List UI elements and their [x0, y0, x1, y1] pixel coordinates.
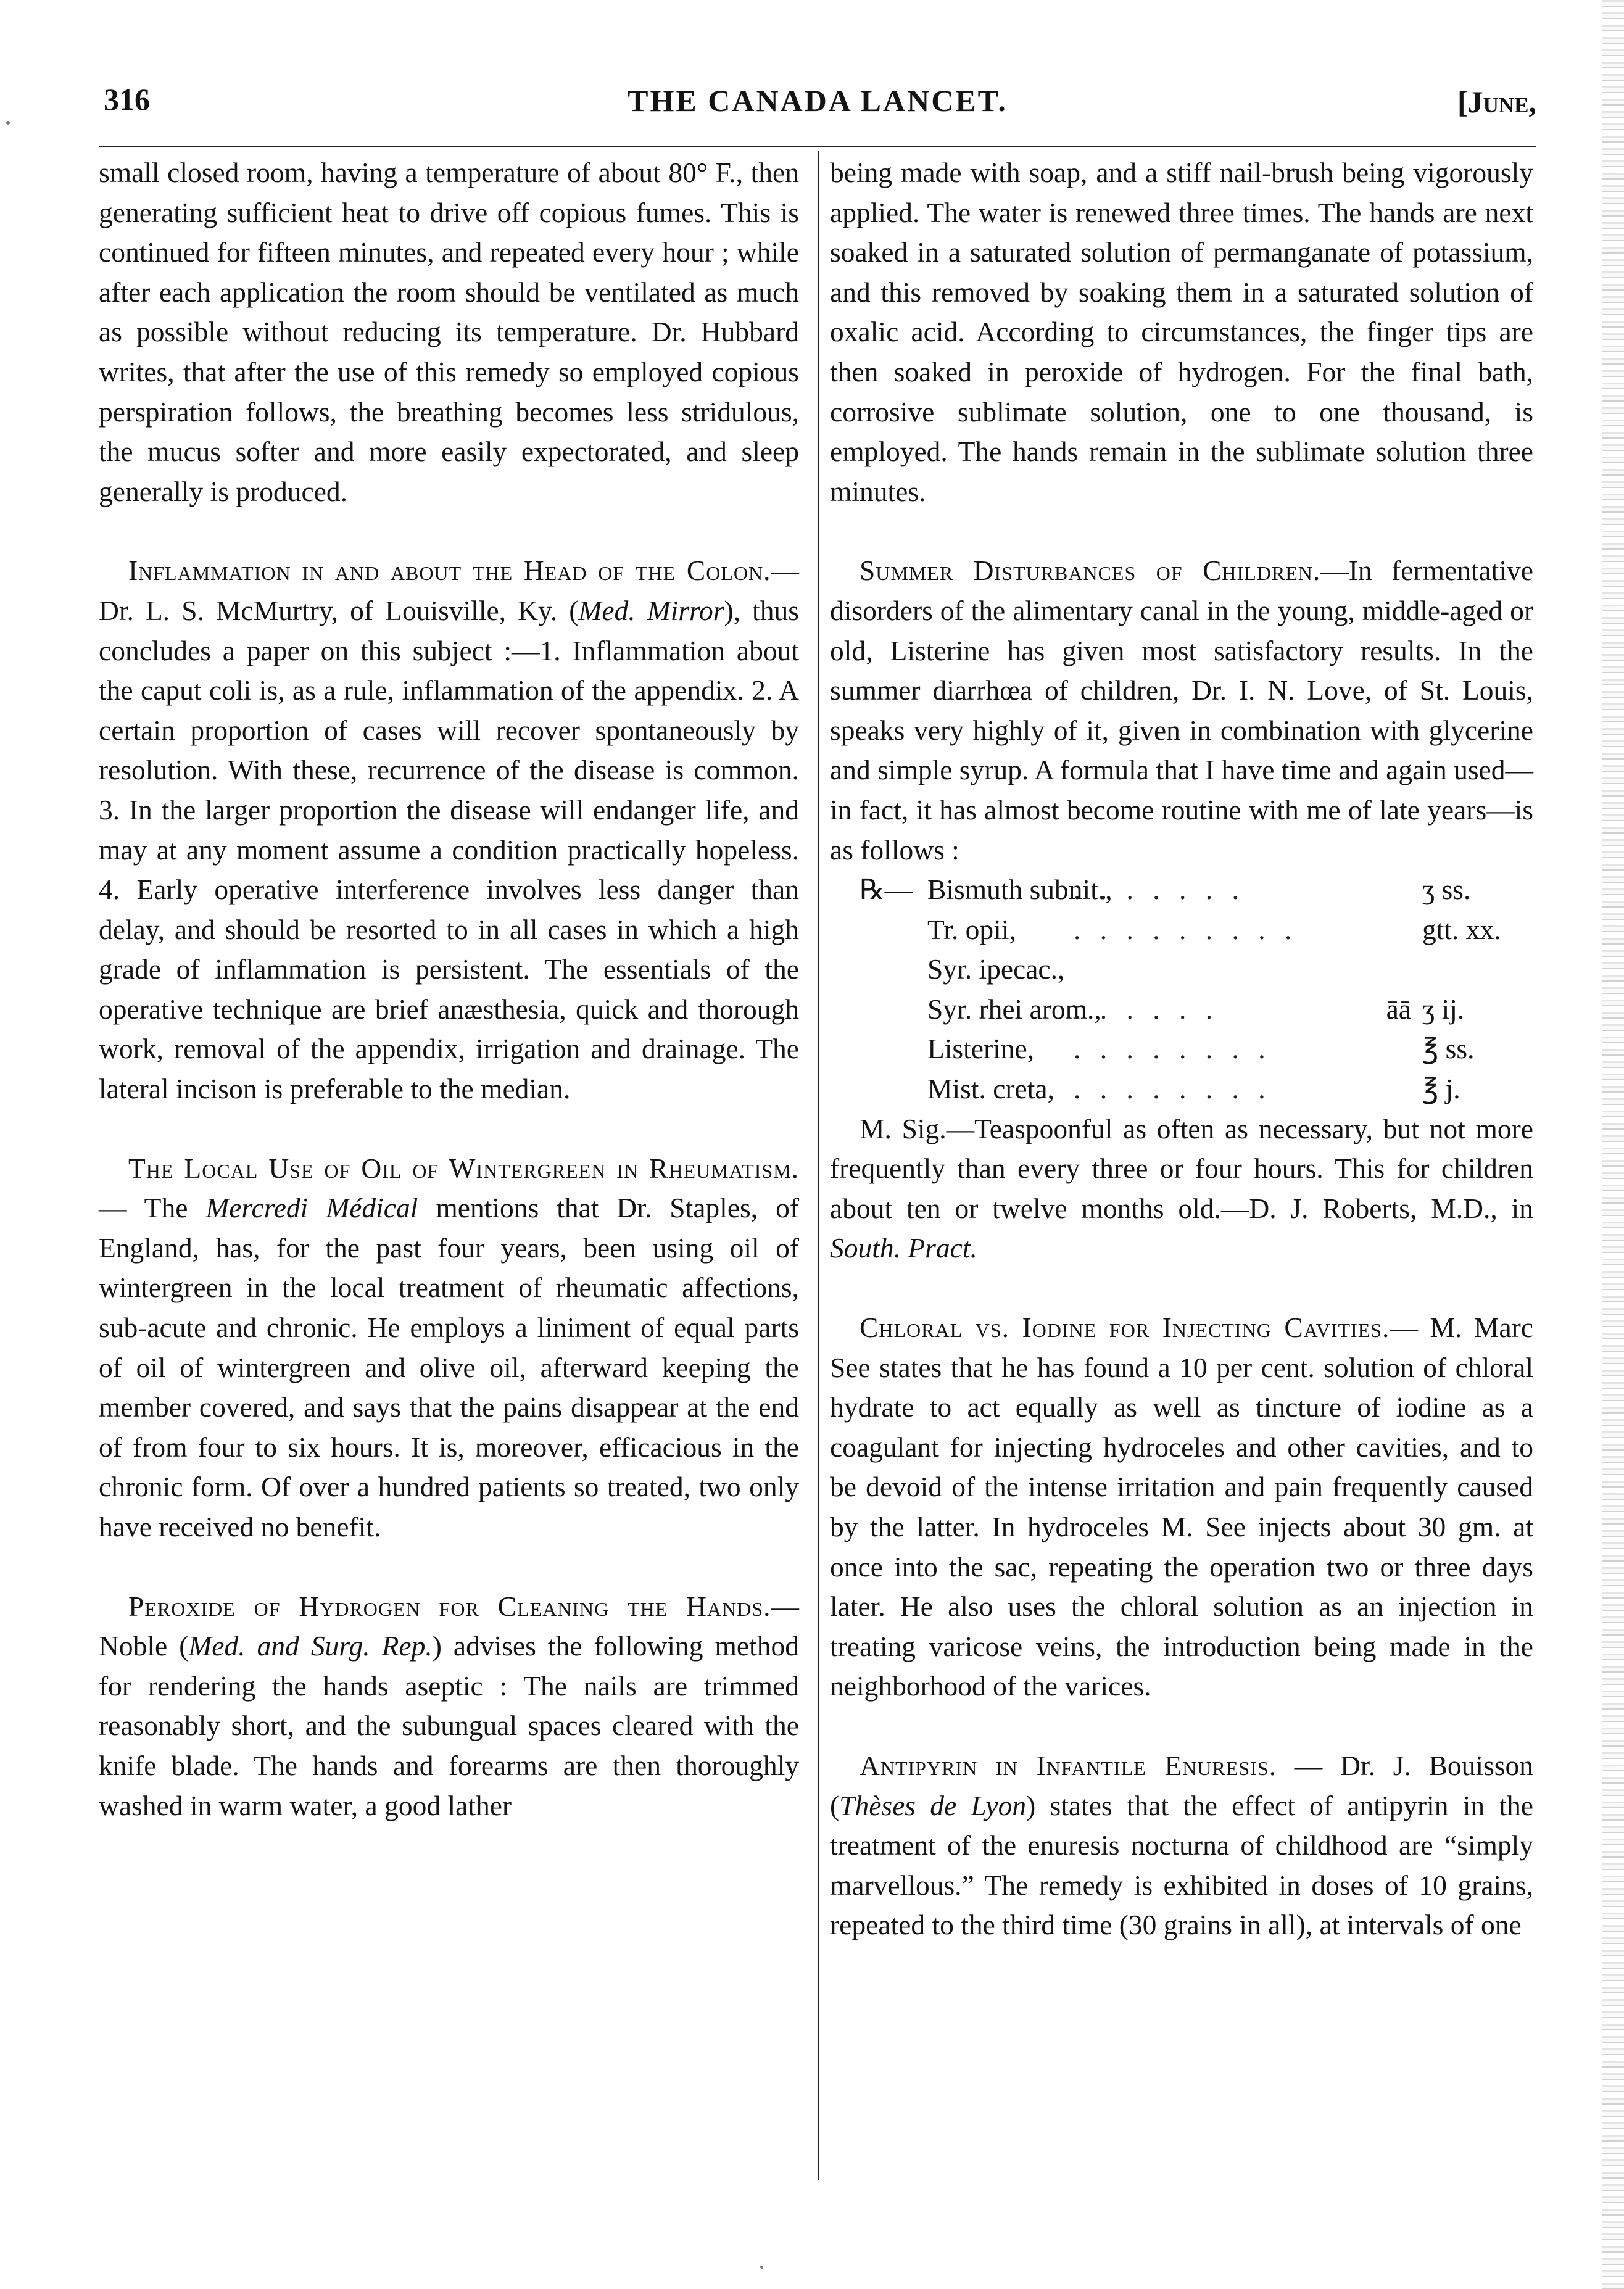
article-heading: Chloral vs. Iodine for Injecting Cavities. — [860, 1312, 1390, 1344]
formula-row — [830, 990, 1533, 1030]
formula-row — [830, 910, 1533, 950]
article-colon-inflammation — [99, 551, 799, 1109]
recipe-sign: ℞— — [860, 874, 913, 906]
article-antipyrin-enuresis — [830, 1746, 1533, 1945]
scan-speck — [760, 2266, 763, 2269]
ana-mark: āā — [1386, 993, 1411, 1025]
article-chloral-iodine — [830, 1308, 1533, 1707]
page-number: 316 — [104, 82, 150, 117]
right-column — [830, 153, 1533, 1945]
issue-month: [June, — [1457, 85, 1536, 119]
running-title: THE CANADA LANCET. — [628, 83, 1008, 118]
ingredient-quantity: ʒ ij. — [1422, 993, 1465, 1025]
article-text: ) advises the following method for rendering the hands aseptic : The nails are trimmed reasonably short, and the subungual spaces cleared with the knife blade. The hands and forearms are then thoroughly washed in warm water, a good lather — [99, 1630, 799, 1821]
article-heading: Inflammation in and about the Head of the Colon. — [128, 555, 771, 587]
ingredient-quantity: ℥ j. — [1422, 1073, 1460, 1105]
ingredient-name: Tr. opii, — [927, 913, 1016, 945]
article-text: —Dr. L. S. McMurtry, of Louisville, Ky. ( — [99, 555, 799, 626]
article-text: M. Sig.—Teaspoonful as often as necessary, but not more frequently than every three or four hours. This for children about ten or twelve months old.—D. J. Roberts, M.D., in — [830, 1112, 1533, 1224]
article-summer-disturbances — [830, 551, 1533, 870]
ingredient-name: Syr. rhei arom., — [927, 993, 1101, 1025]
source-citation: Mercredi Médical — [205, 1192, 418, 1224]
ingredient-name: Bismuth subnit., — [927, 874, 1112, 906]
article-text: mentions that Dr. Staples, of England, has, for the past four years, been using oil of wintergreen in the local treatment of rheumatic affections, sub-acute and chronic. He employs a liniment of equal parts of oil of wintergreen and olive oil, afterward keeping the member covered, and says that the pains disappear at the end of from four to six hours. It is, moreover, efficacious in the chronic form. Of over a hundred patients so treated, two only have received no benefit. — [99, 1192, 799, 1542]
source-citation: South. Pract. — [830, 1232, 977, 1264]
article-text: —Noble ( — [99, 1590, 799, 1662]
prescription-signature — [830, 1109, 1533, 1269]
leader-dots: . . . . . . . . . — [1074, 913, 1298, 945]
ingredient-quantity: ℥ ss. — [1422, 1033, 1475, 1065]
formula-row — [830, 870, 1533, 910]
leader-dots: . . . . . . — [1074, 993, 1219, 1025]
article-text: — The — [99, 1192, 206, 1224]
left-column — [99, 153, 799, 1826]
article-text: — M. Marc See states that he has found a 10 per cent. solution of chloral hydrate to act equally as well as tincture of iodine as a coagulant for injecting hydroceles and other cavities, and to be devoid of the intense irritation and pain frequently caused by the latter. In hydroceles M. See injects about 30 gm. at once into the sac, repeating the operation two or three days later. He also uses the chloral solution as an injection in treating varicose veins, the introduction being made in the neighborhood of the varices. — [830, 1312, 1533, 1702]
ingredient-quantity: gtt. xx. — [1422, 913, 1501, 945]
source-citation: Med. Mirror — [578, 594, 724, 626]
scan-speck — [6, 121, 10, 125]
ingredient-quantity: ʒ ss. — [1422, 874, 1471, 906]
formula-row — [830, 1029, 1533, 1069]
ingredient-name: Syr. ipecac., — [927, 953, 1065, 985]
article-peroxide-hands — [99, 1587, 799, 1826]
ingredient-name: Listerine, — [927, 1033, 1035, 1065]
continued-paragraph: small closed room, having a temperature of about 80° F., then generating sufficient heat to drive off copious fumes. This is continued for fifteen minutes, and repeated every hour ; while after each application the room should be ventilated as much as possible without reducing its temperature. Dr. Hubbard writes, that after the use of this remedy so employed copious perspiration follows, the breathing becomes less stridulous, the mucus softer and more easily expectorated, and sleep generally is produced. — [99, 157, 799, 507]
source-citation: Thèses de Lyon — [839, 1789, 1027, 1821]
continued-paragraph: being made with soap, and a stiff nail-brush being vigorously applied. The water is renewed three times. The hands are next soaked in a saturated solution of permanganate of potassium, and this removed by soaking them in a saturated solution of oxalic acid. According to circumstances, the finger tips are then soaked in peroxide of hydrogen. For the final bath, corrosive sublimate solution, one to one thousand, is employed. The hands remain in the sublimate solution three minutes. — [830, 157, 1533, 507]
leader-dots: . . . . . . . — [1074, 874, 1245, 906]
ingredient-name: Mist. creta, — [927, 1073, 1054, 1105]
prescription-formula — [830, 870, 1533, 1109]
article-text: ) states that the effect of antipyrin in the treatment of the enuresis nocturna of childhood are “simply marvellous.” The remedy is exhibited in doses of 10 grains, repeated to the third time (30 grains in all), at intervals of one — [830, 1789, 1533, 1941]
column-divider — [818, 151, 819, 2180]
article-text: ), thus concludes a paper on this subject :—1. Inflammation about the caput coli is, as a rule, inflammation of the appendix. 2. A certain proportion of cases will recover spontaneously by resolution. With these, recurrence of the disease is common. 3. In the larger proportion the disease will endanger life, and may at any moment assume a condition practically hopeless. 4. Early operative interference involves less danger than delay, and should be resorted to in all cases in which a high grade of inflammation is persistent. The essentials of the operative technique are brief anæsthesia, quick and thorough work, removal of the appendix, irrigation and drainage. The lateral incison is preferable to the median. — [99, 594, 800, 1105]
page-header — [99, 81, 1536, 131]
formula-row — [830, 950, 1533, 990]
scanned-page-edge — [1602, 0, 1624, 2289]
article-text: — Dr. J. Bouisson ( — [830, 1749, 1533, 1821]
leader-dots: . . . . . . . . — [1074, 1073, 1272, 1105]
article-wintergreen-oil — [99, 1149, 799, 1547]
formula-row — [830, 1069, 1533, 1109]
article-heading: Summer Disturbances of Children. — [860, 555, 1321, 587]
source-citation: Med. and Surg. Rep. — [188, 1630, 433, 1662]
article-heading: The Local Use of Oil of Wintergreen in Rheumatism. — [128, 1152, 799, 1184]
leader-dots: . . . . . . . . — [1074, 1033, 1272, 1065]
article-heading: Peroxide of Hydrogen for Cleaning the Hands. — [128, 1590, 771, 1622]
article-heading: Antipyrin in Infantile Enuresis. — [860, 1749, 1277, 1781]
header-rule — [99, 146, 1536, 147]
article-text: —In fermentative disorders of the alimentary canal in the young, middle-aged or old, Listerine has given most satisfactory results. In the summer diarrhœa of children, Dr. I. N. Love, of St. Louis, speaks very highly of it, given in combination with glycerine and simple syrup. A formula that I have time and again used—in fact, it has almost become routine with me of late years—is as follows : — [830, 555, 1533, 866]
